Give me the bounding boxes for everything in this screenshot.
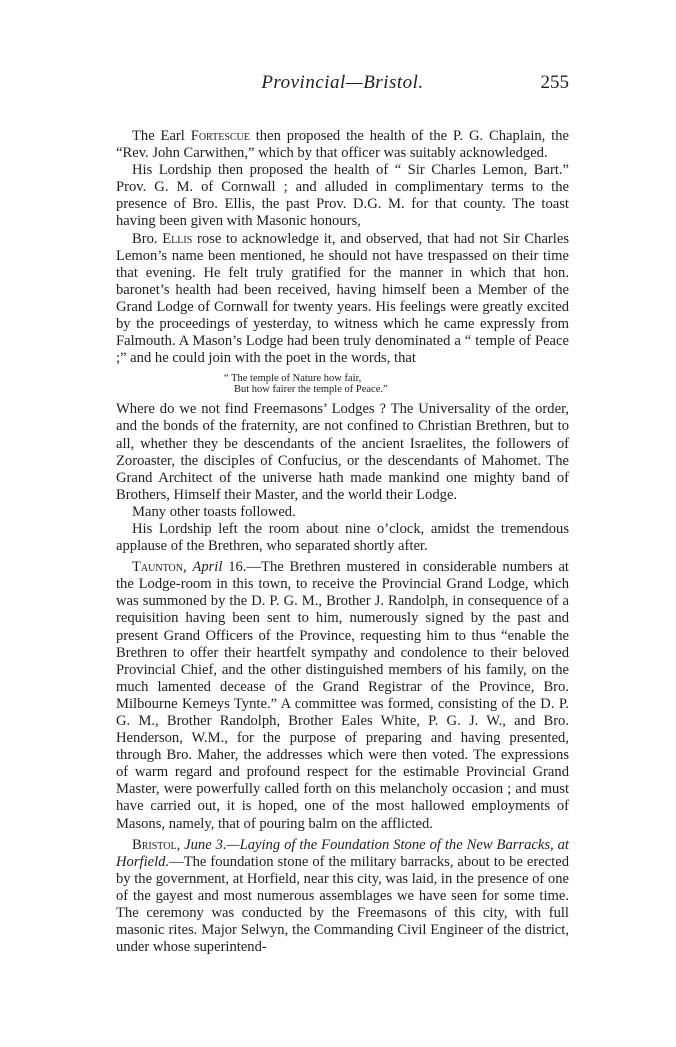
text-run: —The foundation stone of the military barracks, about to be erected by the government, at Horfield, near this city, was laid, in the presence of one of the gayest and most numerous assemblages we have seen for some time. The ceremony was conducted by the Freemasons of this city, with full masonic rites. Major Selwyn, the Commanding Civil Engineer of the district, under whose superintend- xyxy=(116,853,569,956)
date-label: , June 3. xyxy=(176,836,227,853)
date-day: 16. xyxy=(222,559,247,576)
paragraph-departure: His Lordship left the room about nine o’clock, amidst the tremendous applause of the Brethren, who separated shortly after. xyxy=(116,520,569,555)
paragraph-lemon-toast: His Lordship then proposed the health of “ Sir Charles Lemon, Bart.” Prov. G. M. of Cornwall ; and alluded in complimentary terms to the presence of Bro. Ellis, the past Prov. D.G. M. for that county. The toast having been given with Masonic honours, xyxy=(116,162,569,230)
text-run: , xyxy=(182,559,193,576)
text-run: The Earl xyxy=(132,128,191,144)
paragraph-fortescue xyxy=(116,128,569,162)
section-heading: —Laying of the Foundation Stone of the New Barracks, at Horfield. xyxy=(116,836,569,870)
person-name: Ellis xyxy=(162,230,193,247)
paragraph-taunton xyxy=(116,559,569,833)
person-name: Fortescue xyxy=(190,128,250,144)
paragraph-toasts: Many other toasts followed. xyxy=(132,503,296,520)
article-body xyxy=(116,128,569,956)
text-run: Bro. xyxy=(132,230,163,247)
text-run: —The Brethren mustered in considerable numbers at the Lodge-room in this town, to receive the Provincial Grand Lodge, which was summoned by the D. P. G. M., Brother J. Randolph, in consequence of a requisition having been sent to him, numerously signed by the past and present Grand Officers of the Province, requesting him to thus “enable the Brethren to offer their heartfelt sympathy and condolence to their beloved Provincial Chief, and the other distinguished members of his family, on the much lamented decease of the Grand Registrar of the Province, Bro. Milbourne Kemeys Tynte.” A committee was formed, consisting of the D. P. G. M., Brother Randolph, Brother Eales White, P. G. J. W., and Bro. Henderson, W.M., for the purpose of preparing and having presented, through Bro. Maher, the addresses which were then voted. The expressions of warm regard and profound respect for the estimable Provincial Grand Master, were powerfully called forth on this melancholy occasion ; and must have carried out, it is hoped, one of the most hallowed employments of Masons, namely, that of pouring balm on the afflicted. xyxy=(116,559,569,832)
page-number: 255 xyxy=(540,72,569,93)
running-title: Provincial—Bristol. xyxy=(261,72,424,93)
text-run: rose to acknowledge it, and observed, that had not Sir Charles Lemon’s name been mentioned, he should not have trespassed on their time that evening. He felt truly gratified for the manner in which that hon. baronet’s health had been received, having himself been a Member of the Grand Lodge of Cornwall for twenty years. His feelings were greatly excited by the proceedings of yesterday, to witness which he came expressly from Falmouth. A Mason’s Lodge had been truly denominated a “ temple of Peace ;” and he could join with the poet in the words, that xyxy=(116,230,569,367)
verse-quotation xyxy=(224,373,569,395)
verse-line-2: But how fairer the temple of Peace.” xyxy=(234,384,388,396)
text-run: then proposed the health of the P. G. Chaplain, the “Rev. John Carwithen,” which by that officer was suitably acknowledged. xyxy=(116,128,569,162)
paragraph-bristol xyxy=(116,837,569,957)
page-header xyxy=(116,72,569,98)
verse-line-1: “ The temple of Nature how fair, xyxy=(224,373,362,385)
paragraph-ellis xyxy=(116,231,569,368)
place-name: Taunton xyxy=(132,559,183,576)
paragraph-universality: Where do we not find Freemasons’ Lodges ? The Universality of the order, and the bonds of the fraternity, are not confined to Christian Brethren, but to all, whether they be descendants of the ancient Israelites, the followers of Zoroaster, the disciples of Confucius, or the descendants of Mahomet. The Grand Architect of the universe hath made mankind one mighty band of Brothers, Himself their Master, and the world their Lodge. xyxy=(116,401,569,503)
place-name: Bristol xyxy=(132,836,177,853)
date-label: April xyxy=(192,559,223,576)
